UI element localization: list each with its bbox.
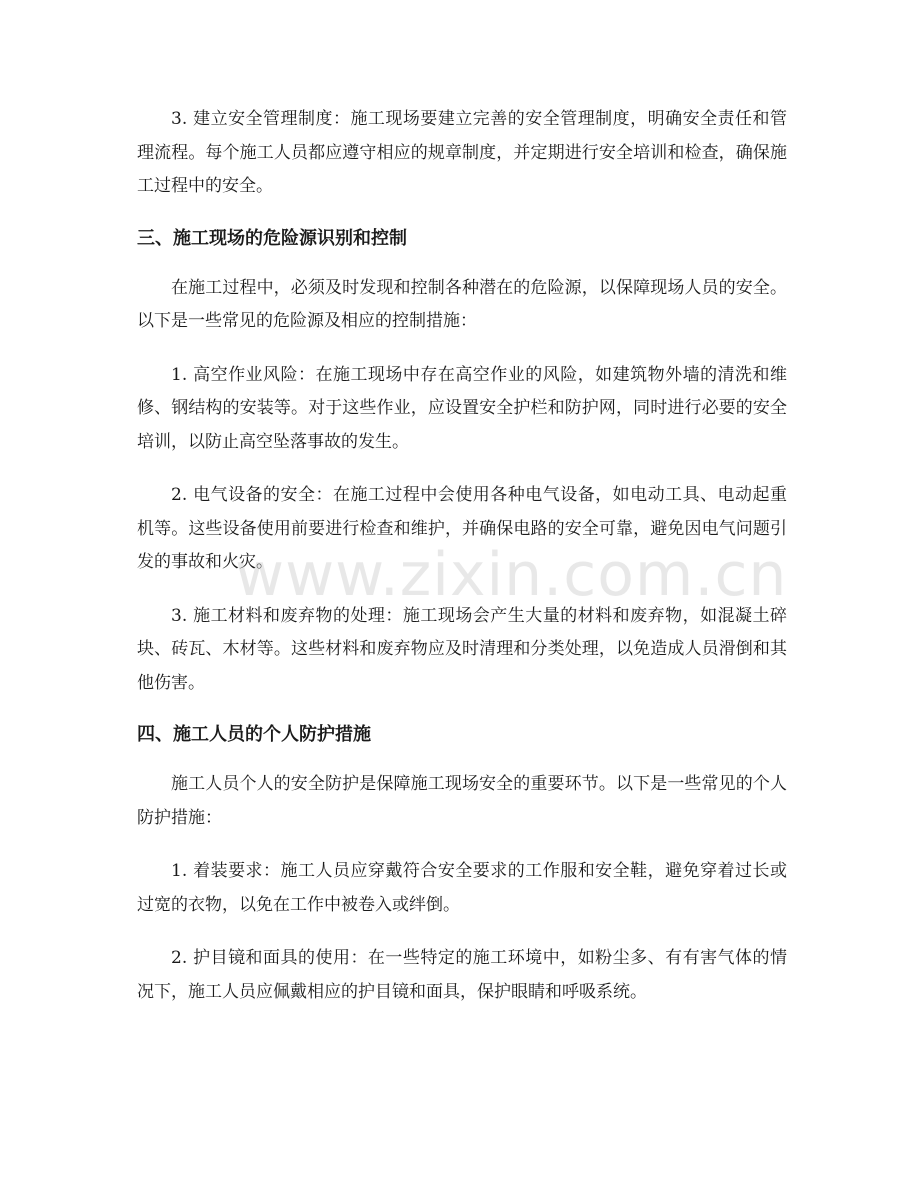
watermark-text: www.zixin.com.cn xyxy=(235,540,788,610)
paragraph-electrical-safety: 2. 电气设备的安全：在施工过程中会使用各种电气设备，如电动工具、电动起重机等。这些设备使用前要进行检查和维护，并确保电路的安全可靠，避免因电气问题引发的事故和火灾。 xyxy=(137,485,787,572)
document-body xyxy=(137,103,787,1029)
paragraph-safety-management-system: 3. 建立安全管理制度：施工现场要建立完善的安全管理制度，明确安全责任和管理流程。每个施工人员都应遵守相应的规章制度，并定期进行安全培训和检查，确保施工过程中的安全。 xyxy=(137,109,787,196)
section-heading-hazard-identification: 三、施工现场的危险源识别和控制 xyxy=(137,227,407,249)
paragraph-waste-handling: 3. 施工材料和废弃物的处理：施工现场会产生大量的材料和废弃物，如混凝土碎块、砖瓦、木材等。这些材料和废弃物应及时清理和分类处理，以免造成人员滑倒和其他伤害。 xyxy=(137,605,787,693)
paragraph-goggles-masks: 2. 护目镜和面具的使用：在一些特定的施工环境中，如粉尘多、有有害气体的情况下，施工人员应佩戴相应的护目镜和面具，保护眼睛和呼吸系统。 xyxy=(137,948,787,1002)
paragraph-high-altitude-risk: 1. 高空作业风险：在施工现场中存在高空作业的风险，如建筑物外墙的清洗和维修、钢结构的安装等。对于这些作业，应设置安全护栏和防护网，同时进行必要的安全培训，以防止高空坠落事故的发生。 xyxy=(137,364,787,452)
paragraph-clothing-requirements: 1. 着装要求：施工人员应穿戴符合安全要求的工作服和安全鞋，避免穿着过长或过宽的衣物，以免在工作中被卷入或绊倒。 xyxy=(137,861,787,915)
section-heading-personal-protection: 四、施工人员的个人防护措施 xyxy=(137,724,371,745)
paragraph-protection-intro: 施工人员个人的安全防护是保障施工现场安全的重要环节。以下是一些常见的个人防护措施： xyxy=(137,774,787,828)
paragraph-hazard-intro: 在施工过程中，必须及时发现和控制各种潜在的危险源，以保障现场人员的安全。以下是一些常见的危险源及相应的控制措施： xyxy=(137,277,787,331)
